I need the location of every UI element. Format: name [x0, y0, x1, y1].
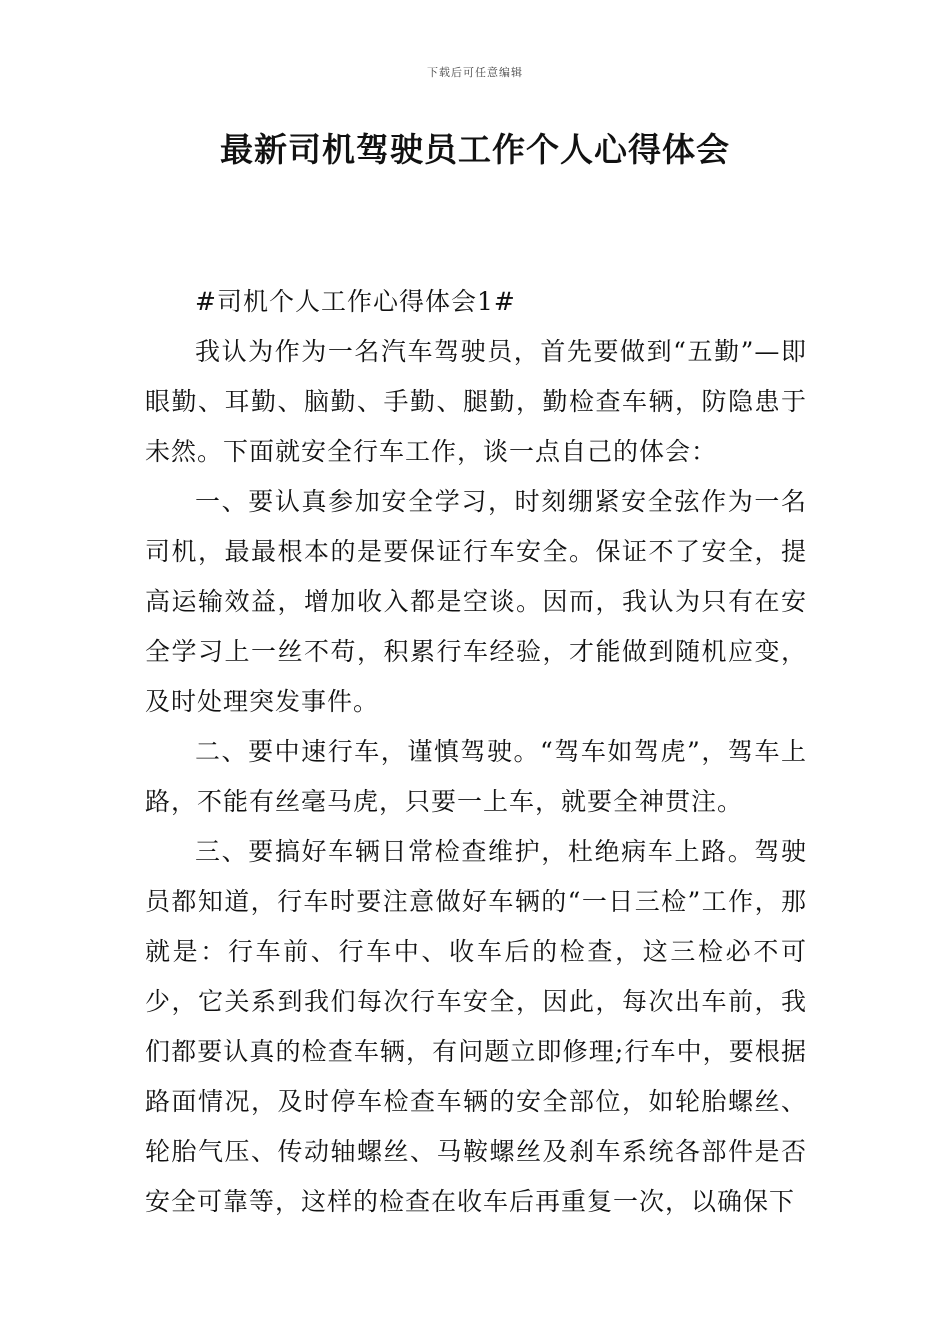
paragraph: 三、要搞好车辆日常检查维护，杜绝病车上路。驾驶员都知道，行车时要注意做好车辆的“一日三检”工作，那就是：行车前、行车中、收车后的检查，这三检必不可少，它关系到我们每次行车安全，因此，每次出车前，我们都要认真的检查车辆，有问题立即修理;行车中，要根据路面情况，及时停车检查车辆的安全部位，如轮胎螺丝、轮胎气压、传动轴螺丝、马鞍螺丝及刹车系统各部件是否安全可靠等，这样的检查在收车后再重复一次，以确保下: [145, 837, 807, 1216]
document-body: [145, 277, 807, 1227]
header-note: 下载后可任意编辑: [427, 66, 523, 79]
paragraph: 我认为作为一名汽车驾驶员，首先要做到“五勤”—即眼勤、耳勤、脑勤、手勤、腿勤，勤检查车辆，防隐患于未然。下面就安全行车工作，谈一点自己的体会：: [145, 337, 807, 466]
section-heading: #司机个人工作心得体会1#: [195, 287, 516, 316]
paragraph: 一、要认真参加安全学习，时刻绷紧安全弦作为一名司机，最最根本的是要保证行车安全。保证不了安全，提高运输效益，增加收入都是空谈。因而，我认为只有在安全学习上一丝不苟，积累行车经验，才能做到随机应变，及时处理突发事件。: [145, 487, 807, 716]
paragraph: 二、要中速行车，谨慎驾驶。“驾车如驾虎”，驾车上路，不能有丝毫马虎，只要一上车，就要全神贯注。: [145, 737, 807, 816]
document-title: 最新司机驾驶员工作个人心得体会: [220, 130, 730, 169]
